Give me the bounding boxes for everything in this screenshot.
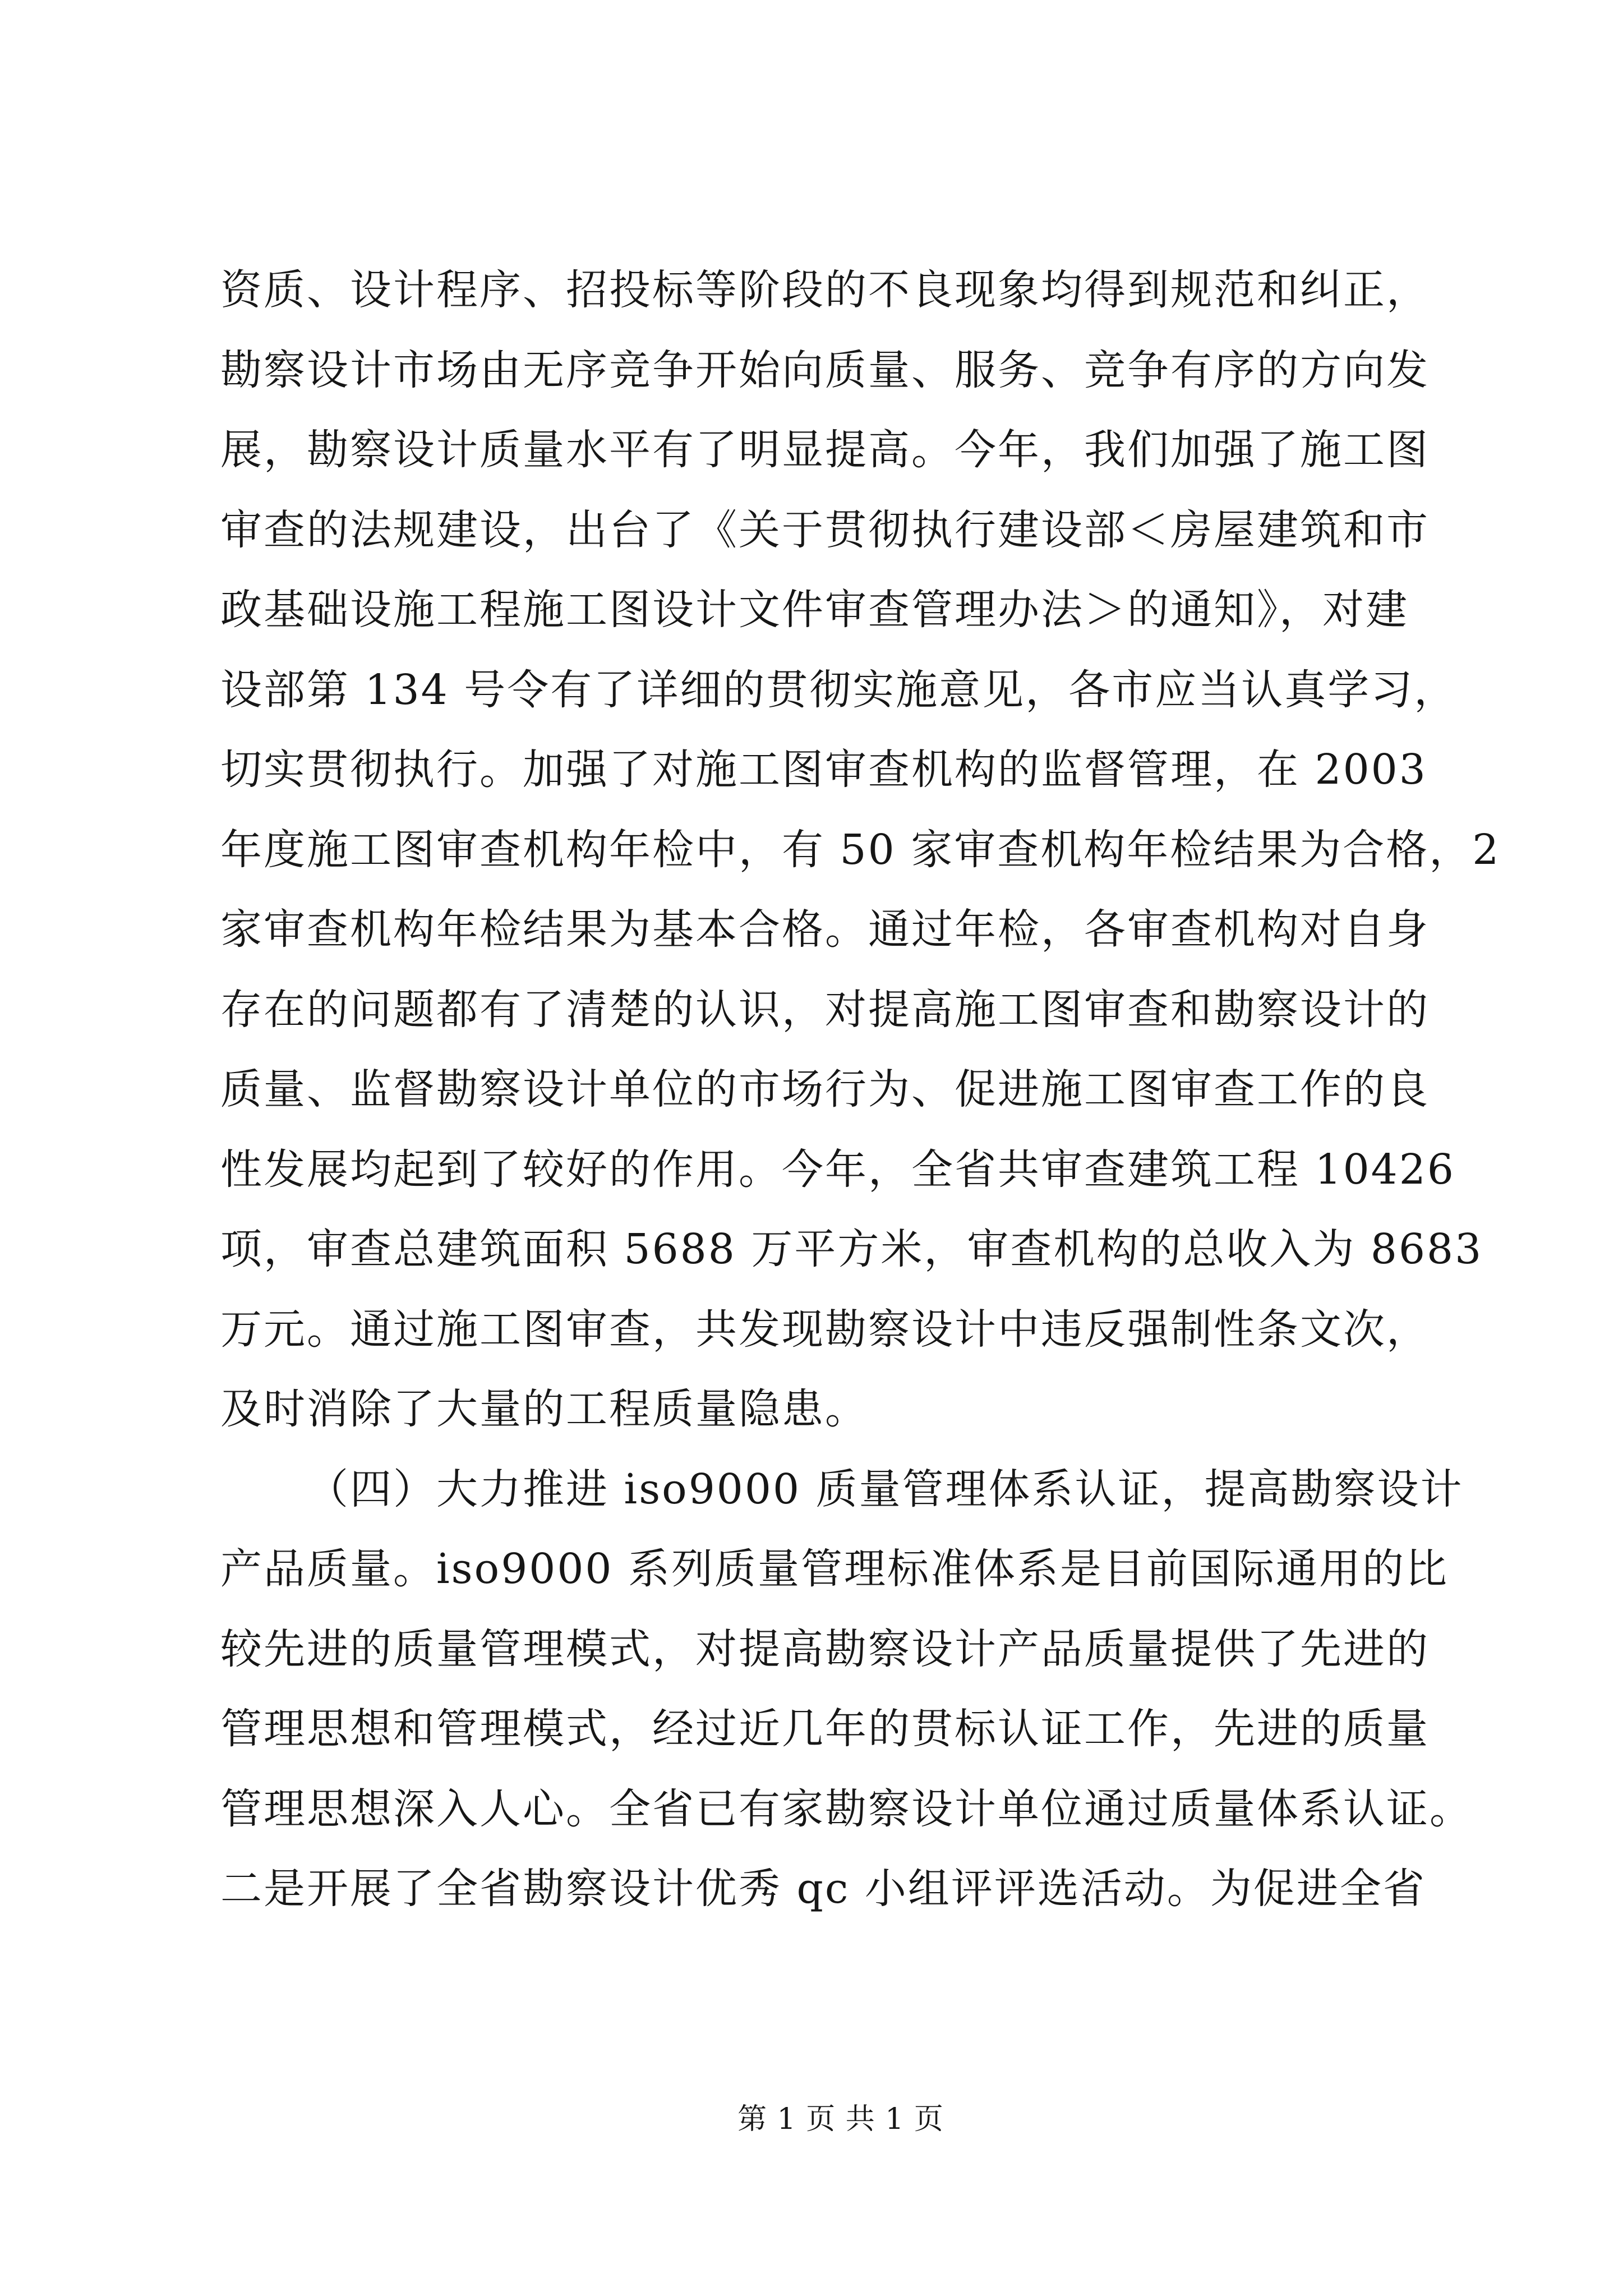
- body-line: 管理思想和管理模式，经过近几年的贯标认证工作，先进的质量: [220, 1705, 1430, 1753]
- body-line: 展，勘察设计质量水平有了明显提高。今年，我们加强了施工图: [220, 426, 1430, 474]
- body-line: 设部第 134 号令有了详细的贯彻实施意见，各市应当认真学习，: [220, 665, 1458, 714]
- body-line: 年度施工图审查机构年检中，有 50 家审查机构年检结果为合格，2: [220, 825, 1501, 874]
- body-line: 家审查机构年检结果为基本合格。通过年检，各审查机构对自身: [220, 905, 1430, 954]
- body-line: 性发展均起到了较好的作用。今年，全省共审查建筑工程 10426: [220, 1145, 1455, 1194]
- page-number-footer: 第 1 页 共 1 页: [737, 2102, 944, 2136]
- body-line: 政基础设施工程施工图设计文件审查管理办法＞的通知》，对建: [220, 586, 1409, 634]
- body-line: 审查的法规建设，出台了《关于贯彻执行建设部＜房屋建筑和市: [220, 505, 1430, 554]
- body-line: 管理思想深入人心。全省已有家勘察设计单位通过质量体系认证。: [220, 1784, 1473, 1833]
- body-line: 质量、监督勘察设计单位的市场行为、促进施工图审查工作的良: [220, 1065, 1430, 1114]
- body-line: 产品质量。iso9000 系列质量管理标准体系是目前国际通用的比: [220, 1545, 1449, 1593]
- body-line: 项，审查总建筑面积 5688 万平方米，审查机构的总收入为 8683: [220, 1225, 1483, 1273]
- body-line: 存在的问题都有了清楚的认识，对提高施工图审查和勘察设计的: [220, 985, 1430, 1034]
- body-line: 二是开展了全省勘察设计优秀 qc 小组评评选活动。为促进全省: [220, 1865, 1426, 1913]
- section-heading-line: （四）大力推进 iso9000 质量管理体系认证，提高勘察设计: [307, 1465, 1464, 1513]
- body-text: [220, 250, 1510, 1929]
- body-line: 较先进的质量管理模式，对提高勘察设计产品质量提供了先进的: [220, 1625, 1430, 1673]
- body-line: 万元。通过施工图审查，共发现勘察设计中违反强制性条文次，: [220, 1305, 1430, 1354]
- body-line: 切实贯彻执行。加强了对施工图审查机构的监督管理，在 2003: [220, 746, 1427, 794]
- body-line: 勘察设计市场由无序竞争开始向质量、服务、竞争有序的方向发: [220, 346, 1430, 394]
- body-line: 资质、设计程序、招投标等阶段的不良现象均得到规范和纠正，: [220, 266, 1430, 314]
- body-line: 及时消除了大量的工程质量隐患。: [220, 1385, 868, 1433]
